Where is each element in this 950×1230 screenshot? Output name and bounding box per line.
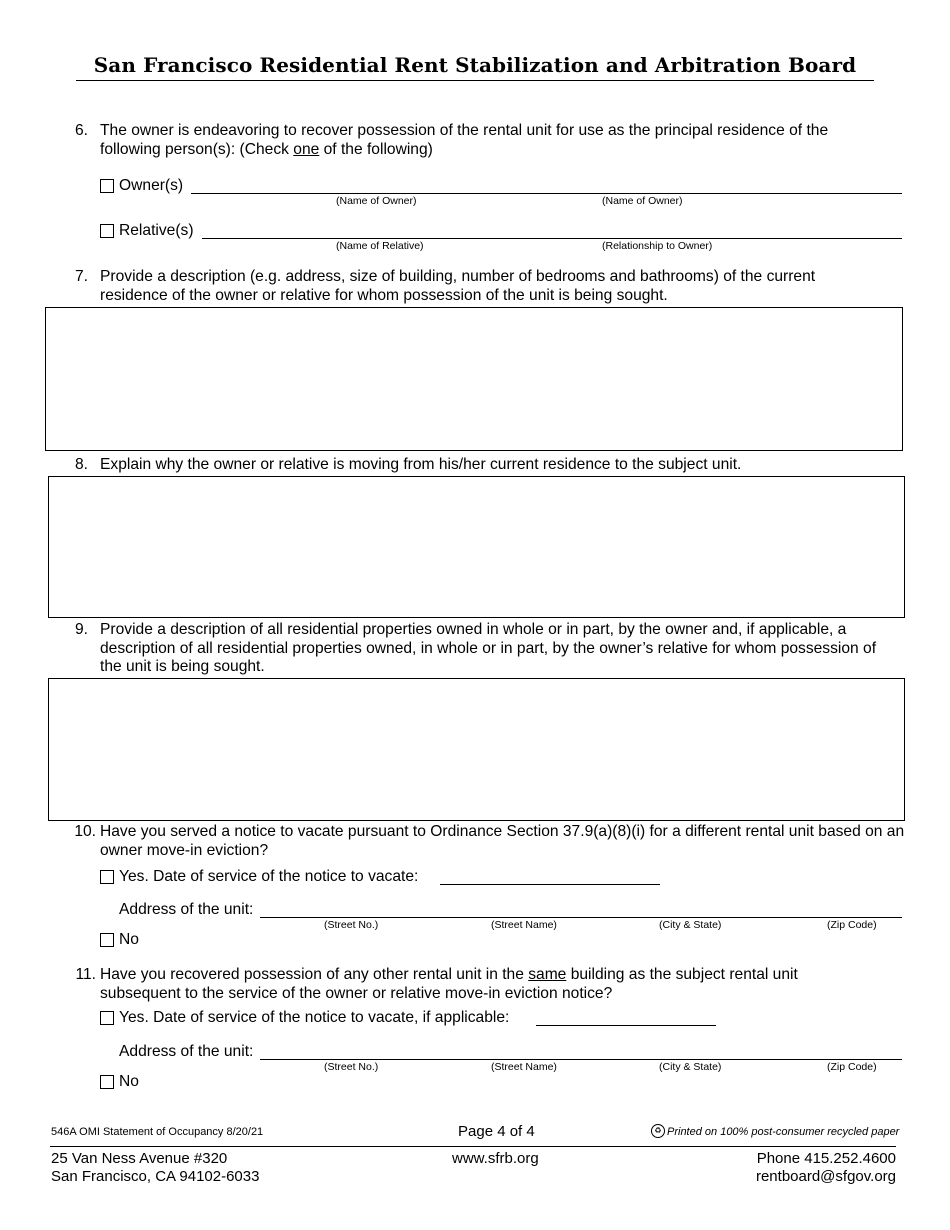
footer-address-line2: San Francisco, CA 94102-6033 — [51, 1168, 260, 1185]
relative-caption-2: (Relationship to Owner) — [602, 240, 713, 252]
q10-no-checkbox[interactable] — [100, 933, 114, 947]
footer-divider — [50, 1146, 896, 1147]
q11-no-label: No — [119, 1073, 139, 1090]
relative-checkbox[interactable] — [100, 224, 114, 238]
relative-name-field[interactable] — [202, 238, 902, 239]
page-number: Page 4 of 4 — [458, 1123, 535, 1140]
q7-text: Provide a description (e.g. address, size of building, number of bedrooms and bathrooms) of the current residence of the owner or relative for whom possession of the unit is being sought. — [100, 268, 816, 304]
footer-email-link[interactable]: rentboard@sfgov.org — [755, 1168, 896, 1185]
footer-phone: Phone 415.252.4600 — [756, 1150, 896, 1167]
owner-name-field[interactable] — [191, 193, 902, 194]
q10-yes-checkbox[interactable] — [100, 870, 114, 884]
q11-caption-street-no: (Street No.) — [324, 1061, 379, 1073]
q10-caption-city-state: (City & State) — [659, 919, 722, 931]
q10-date-field[interactable] — [440, 884, 660, 885]
q9-number: 9. — [74, 621, 88, 638]
q7-number: 7. — [74, 268, 88, 285]
q7-answer-box[interactable] — [45, 307, 903, 451]
q10-text: Have you served a notice to vacate pursuant to Ordinance Section 37.9(a)(8)(i) for a different rental unit based on an owner move-in eviction? — [100, 823, 905, 859]
recycle-icon: ♻ — [651, 1124, 665, 1138]
relative-caption-1: (Name of Relative) — [336, 240, 424, 252]
q8-answer-box[interactable] — [48, 476, 905, 618]
q11-caption-zip: (Zip Code) — [827, 1061, 877, 1073]
q9-text: Provide a description of all residential properties owned in whole or in part, by the owner and, if applicable, a description of all residential properties owned, in whole or in part, by the owner’s relative for whom possession of the unit is being sought. — [100, 621, 877, 675]
relative-label: Relative(s) — [119, 222, 194, 239]
q10-no-label: No — [119, 931, 139, 948]
recycled-note: Printed on 100% post-consumer recycled paper — [667, 1126, 900, 1138]
q11-yes-checkbox[interactable] — [100, 1011, 114, 1025]
footer-address-line1: 25 Van Ness Avenue #320 — [51, 1150, 228, 1167]
footer-website-link[interactable]: www.sfrb.org — [452, 1150, 539, 1167]
q11-date-field[interactable] — [536, 1025, 716, 1026]
q9-answer-box[interactable] — [48, 678, 905, 821]
owner-caption-1: (Name of Owner) — [336, 195, 417, 207]
q11-address-field[interactable] — [260, 1059, 902, 1060]
q10-address-label: Address of the unit: — [119, 901, 254, 918]
page-title: San Francisco Residential Rent Stabilization and Arbitration Board — [93, 53, 857, 77]
q10-address-field[interactable] — [260, 917, 902, 918]
owner-caption-2: (Name of Owner) — [602, 195, 683, 207]
q8-number: 8. — [74, 456, 88, 473]
q10-yes-label: Yes. Date of service of the notice to vacate: — [119, 868, 419, 885]
q10-caption-street-no: (Street No.) — [324, 919, 379, 931]
q11-caption-street-name: (Street Name) — [491, 1061, 557, 1073]
q11-yes-label: Yes. Date of service of the notice to vacate, if applicable: — [119, 1009, 510, 1026]
q6-text: The owner is endeavoring to recover possession of the rental unit for use as the principal residence of the following person(s): (Check one of the following) — [100, 122, 829, 158]
q11-text: Have you recovered possession of any other rental unit in the same building as the subject rental unit subsequent to the service of the owner or relative move-in eviction notice? — [100, 966, 798, 1002]
q10-number: 10. — [74, 823, 96, 840]
form-id: 546A OMI Statement of Occupancy 8/20/21 — [51, 1126, 264, 1138]
q10-caption-street-name: (Street Name) — [491, 919, 557, 931]
header-divider — [76, 80, 874, 81]
owner-label: Owner(s) — [119, 177, 184, 194]
q11-number: 11. — [75, 966, 96, 983]
owner-checkbox[interactable] — [100, 179, 114, 193]
q8-text: Explain why the owner or relative is moving from his/her current residence to the subject unit. — [100, 456, 742, 473]
q11-address-label: Address of the unit: — [119, 1043, 254, 1060]
q11-no-checkbox[interactable] — [100, 1075, 114, 1089]
q11-caption-city-state: (City & State) — [659, 1061, 722, 1073]
q6-number: 6. — [74, 122, 88, 139]
q10-caption-zip: (Zip Code) — [827, 919, 877, 931]
